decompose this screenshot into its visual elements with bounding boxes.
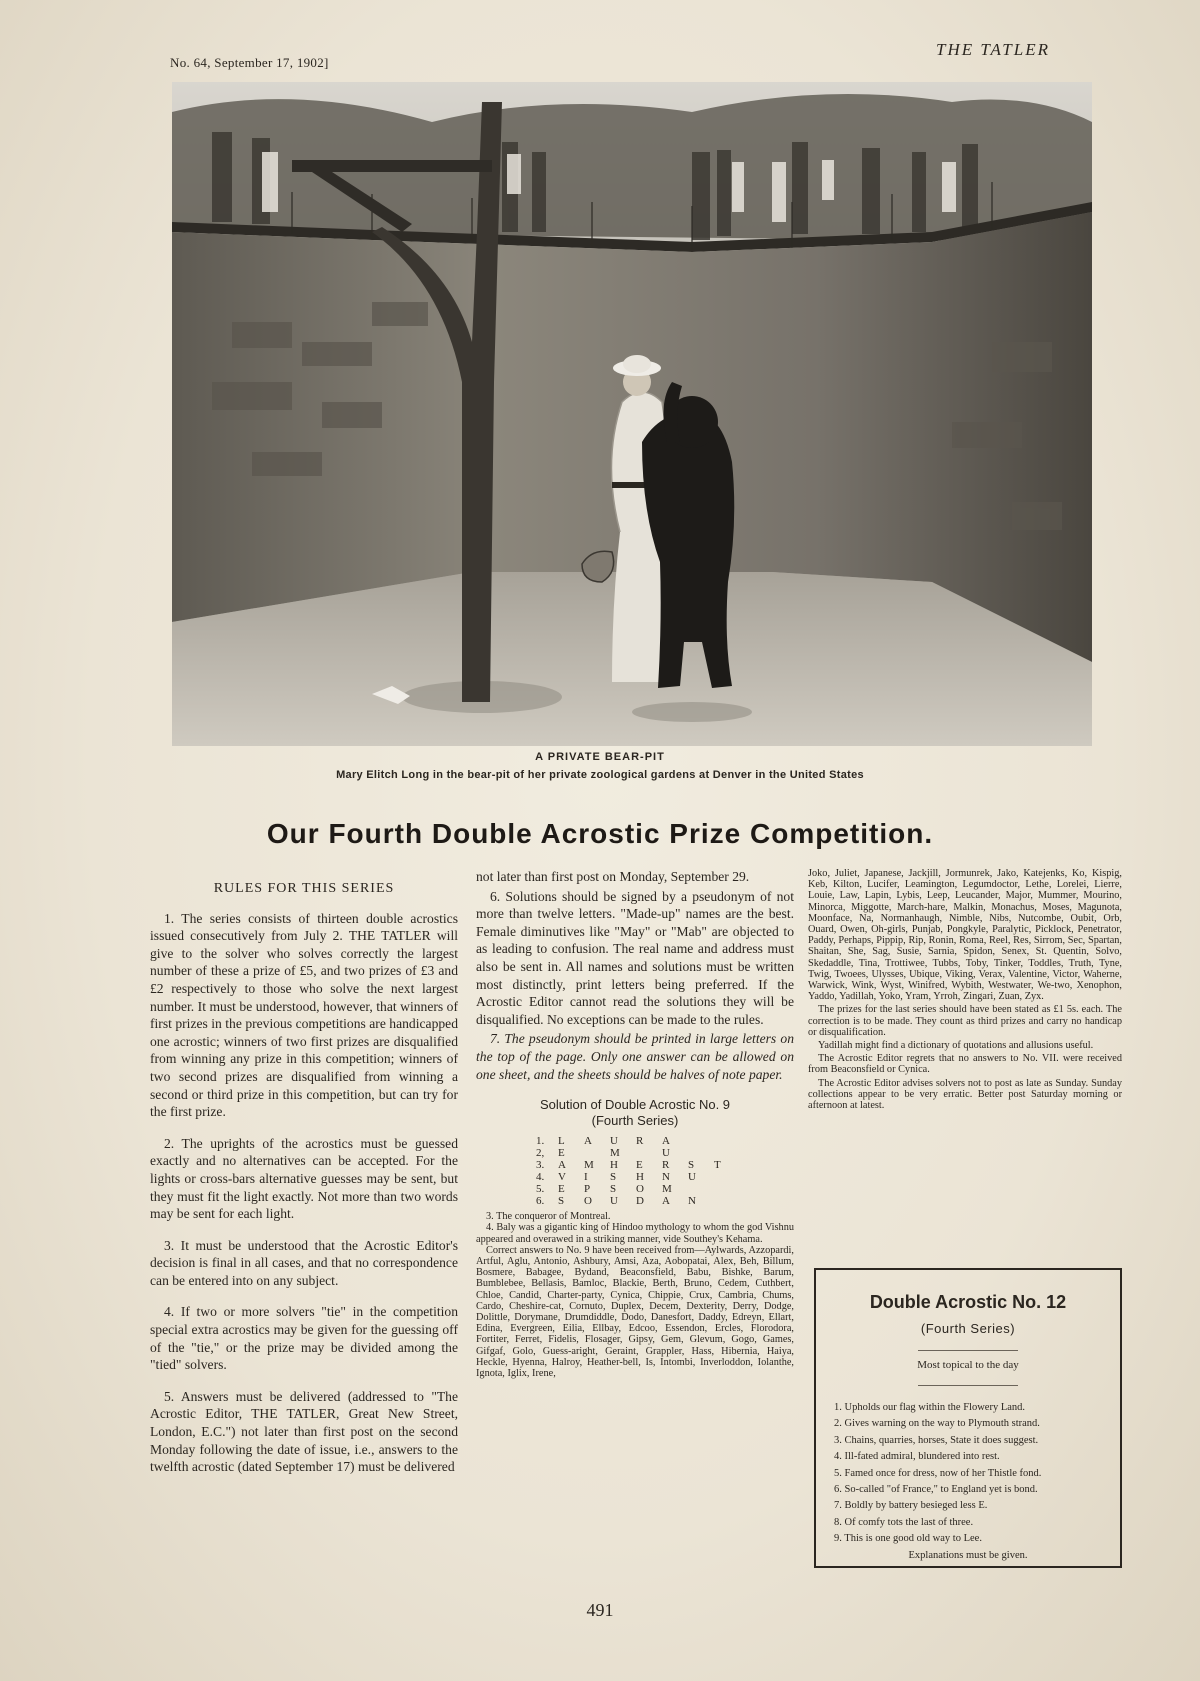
- solution-letter: N: [662, 1171, 670, 1184]
- solution-letter: [636, 1147, 662, 1159]
- solution-letter: R: [636, 1135, 644, 1148]
- clue-item: 3. Chains, quarries, horses, State it does suggest.: [834, 1434, 1039, 1446]
- solution-row: [536, 1171, 794, 1183]
- solution-letter: D: [636, 1195, 644, 1208]
- bear-pit-photograph: [172, 82, 1092, 746]
- rule-6: 6. Solutions should be signed by a pseudonym of not more than twelve letters. "Made-up" names are the best. Female diminutives like "May" or "Mab" are objected to as leading to confusion. The real name and address must also be sent in. All names and solutions must be written most distinctly, print letters being preferred. If the Acrostic Editor cannot read the solutions they will be disqualified. No exceptions can be made to the rules.: [476, 888, 794, 1027]
- solution-heading: [476, 1097, 794, 1129]
- solution-letter: T: [714, 1159, 721, 1172]
- solution-letter: I: [584, 1171, 588, 1184]
- solution-row: [536, 1147, 794, 1159]
- note-yadillah: Yadillah might find a dictionary of quotations and allusions useful.: [818, 1040, 1094, 1052]
- solution-letter: [688, 1135, 714, 1147]
- clue-item: 7. Boldly by battery besieged less E.: [834, 1500, 988, 1512]
- solution-letter: [688, 1147, 714, 1159]
- divider: [918, 1350, 1018, 1351]
- solution-letter: [688, 1183, 714, 1195]
- acrostic-12-topic: Most topical to the day: [917, 1359, 1019, 1371]
- solution-letter: S: [688, 1159, 695, 1172]
- solution-letter: A: [558, 1159, 566, 1172]
- solution-row: [536, 1159, 794, 1171]
- clue-item: 6. So-called "of France," to England yet is bond.: [834, 1484, 1038, 1496]
- solution-letter: R: [662, 1159, 670, 1172]
- solution-row-number: 3.: [536, 1159, 545, 1172]
- issue-header: No. 64, September 17, 1902]: [170, 55, 329, 70]
- clue-item: 5. Famed once for dress, now of her Thistle fond.: [834, 1467, 1042, 1479]
- solution-row-number: 1.: [536, 1135, 545, 1148]
- page-number: 491: [586, 1600, 614, 1620]
- competition-title: Our Fourth Double Acrostic Prize Competition.: [266, 818, 934, 849]
- solution-series: (Fourth Series): [591, 1113, 679, 1129]
- middle-column: [476, 868, 794, 1379]
- clue-item: 9. This is one good old way to Lee.: [834, 1533, 982, 1545]
- solution-letter: M: [584, 1159, 594, 1172]
- solution-letter: O: [584, 1195, 592, 1208]
- clue-item: 2. Gives warning on the way to Plymouth strand.: [834, 1418, 1040, 1430]
- solution-row-number: 5.: [536, 1183, 545, 1196]
- solution-letter: H: [610, 1159, 618, 1172]
- solution-letter: U: [610, 1135, 618, 1148]
- solution-letter: E: [636, 1159, 643, 1172]
- note-posting-advice: The Acrostic Editor advises solvers not to post as late as Sunday. Sunday collections appear to be very erratic. Better post Saturday morning or afternoon at latest.: [808, 1077, 1122, 1112]
- rule-4: 4. If two or more solvers "tie" in the competition special extra acrostics may be given for the guessing off of the "tie," or the prize may be divided among the "tied" solvers.: [150, 1304, 458, 1373]
- solution-letter: A: [584, 1135, 592, 1148]
- solution-grid: [536, 1135, 794, 1207]
- solution-row-number: 6.: [536, 1195, 545, 1208]
- correct-answers-list: Correct answers to No. 9 have been received from—Aylwards, Azzopardi, Artful, Aglu, Antonio, Ashbury, Amsi, Aza, Aobopatai, Alex, Beh, Billum, Bosmere, Babagee, Bydand, Beaconsfield, Babu, Bishke, Barum, Bumblebee, Bellasis, Bamloc, Blackie, Berth, Bruno, Cedem, Cuthbert, Chloe, Candid, Charter-party, Cynica, Chippie, Crux, Cambria, Chums, Cardo, Cheshire-cat, Cornuto, Duplex, Decem, Dexterity, Derry, Dodge, Dolittle, Dorymane, Drumdiddle, Dodo, Danesfort, Daddy, Edreyn, Ellart, Edina, Evergreen, Eilia, Ellbay, Edcoo, Essendon, Ercles, Florodora, Fortiter, Ferret, Fidelis, Flosager, Gipsy, Gem, Glevum, Gogo, Games, Gifgaf, Golo, Guess-aright, Geraint, Grappler, Hass, Hibernia, Haiya, Heckle, Hyenna, Halroy, Heather-bell, Is, Intombi, Inverloddon, Iolanthe, Ignota, Iglix, Irene,: [476, 1244, 794, 1379]
- solution-letter: E: [558, 1147, 565, 1160]
- solution-notes: [476, 1211, 794, 1379]
- masthead: THE TATLER: [936, 40, 1050, 59]
- solution-letter: U: [688, 1171, 696, 1184]
- acrostic-12-title: Double Acrostic No. 12: [869, 1292, 1067, 1312]
- prize-correction: The prizes for the last series should have been stated as £1 5s. each. The correction is to be made. They count as third prizes and carry no handicap or disqualification.: [808, 1004, 1122, 1038]
- solution-letter: M: [610, 1147, 620, 1160]
- acrostic-12-clues: [834, 1400, 1120, 1548]
- solution-letter: O: [636, 1183, 644, 1196]
- solution-row-number: 4.: [536, 1171, 545, 1184]
- solution-letter: E: [558, 1183, 565, 1196]
- rule-3: 3. It must be understood that the Acrostic Editor's decision is final in all cases, and that no correspondence can be entered into on any subject.: [150, 1237, 458, 1288]
- solution-letter: S: [610, 1171, 617, 1184]
- rule-1: 1. The series consists of thirteen double acrostics issued consecutively from July 2. THE TATLER will give to the solver who solves correctly the largest number of these a prize of £5, and two prizes of £3 and £2 respectively to those who solve the next largest number. It must be understood, however, that winners of first prizes in the previous competitions are handicapped one acrostic; winners of two first prizes are disqualified from winning any prize in this competition; winners of two second prizes are disqualified from winning a second or third prize in this competition, but can try for the first prize.: [150, 910, 458, 1120]
- solution-letter: H: [636, 1171, 644, 1184]
- rule-5: 5. Answers must be delivered (addressed to "The Acrostic Editor, THE TATLER, Great New Street, London, E.C.") not later than first post on the second Monday following the date of issue, i.e., answers to the twelfth acrostic (dated September 17) must be delivered: [150, 1388, 458, 1475]
- solution-letter: S: [610, 1183, 617, 1196]
- rules-heading: RULES FOR THIS SERIES: [213, 881, 395, 896]
- solution-letter: V: [558, 1171, 566, 1184]
- solution-letter: M: [662, 1183, 672, 1196]
- solution-row-number: 2,: [536, 1147, 545, 1160]
- solver-names-continued: Joko, Juliet, Japanese, Jackjill, Jormunrek, Jako, Katejenks, Ko, Kispig, Keb, Kilton, Lucifer, Leamington, Legumdoctor, Lethe, Lorelei, Lierre, Louie, Law, Lapin, Lybis, Leep, Leucander, Major, Mummer, Mourino, Minorca, Miggotte, March-hare, Malkin, Monachus, Moses, Magunota, Moonface, Na, Normanhaugh, Nimble, Nibs, Nutcombe, Oubit, Orb, Ouard, Owen, Oh-girls, Punjab, Pongkyle, Paralytic, Picklock, Penetrator, Paddy, Perhaps, Pippip, Rip, Ronin, Roma, Reel, Res, Sirrom, Sec, Spartan, Shaitan, She, Sag, Susie, Sarnia, Spidon, Senex, St. Quentin, Solvo, Skedaddle, Tina, Trottiwee, Tubbs, Toby, Tinker, Toddles, Truth, Tyne, Twig, Twoees, Ulysses, Ubique, Viking, Verax, Valentine, Victor, Waherne, Warwick, Wink, Wyst, Winifred, Wybith, Westwater, We-two, Xenophon, Yaddo, Yadillah, Yoko, Yram, Yrroh, Zingari, Zuan, Zyx.: [808, 868, 1122, 1003]
- solution-row: [536, 1183, 794, 1195]
- acrostic-12-series: (Fourth Series): [920, 1321, 1016, 1336]
- solution-letter: P: [584, 1183, 591, 1196]
- solution-letter: N: [688, 1195, 696, 1208]
- divider: [918, 1385, 1018, 1386]
- right-column: [808, 868, 1122, 1113]
- acrostic-12-box: [814, 1268, 1122, 1568]
- solution-letter: A: [662, 1135, 670, 1148]
- rules-column: [150, 880, 458, 1490]
- rule-2: 2. The uprights of the acrostics must be guessed exactly and no alternatives can be accepted. For the lights or cross-bars alternative guesses may be sent, but they must fit the light exactly. Not more than two words may be sent for each light.: [150, 1135, 458, 1222]
- photo-caption-text: Mary Elitch Long in the bear-pit of her private zoological gardens at Denver in the United States: [336, 769, 864, 781]
- clue-item: 8. Of comfy tots the last of three.: [834, 1516, 974, 1528]
- rule-7: 7. The pseudonym should be printed in large letters on the top of the page. Only one answer can be allowed on one sheet, and the sheets should be halves of note paper.: [476, 1031, 794, 1082]
- solution-letter: S: [558, 1195, 565, 1208]
- solution-letter: [584, 1147, 610, 1159]
- solution-row: [536, 1195, 794, 1207]
- note-4: 4. Baly was a gigantic king of Hindoo mythology to whom the god Vishnu appeared and overawed in a striking manner, vide Southey's Kehama.: [476, 1222, 794, 1245]
- acrostic-12-footer: Explanations must be given.: [908, 1549, 1028, 1561]
- clue-item: 4. Ill-fated admiral, blundered into rest.: [834, 1451, 1000, 1463]
- rule-5-continued: not later than first post on Monday, September 29.: [476, 869, 750, 884]
- solution-letter: U: [662, 1147, 670, 1160]
- note-3: 3. The conqueror of Montreal.: [486, 1211, 611, 1223]
- solution-letter: U: [610, 1195, 618, 1208]
- solution-letter: A: [662, 1195, 670, 1208]
- solution-row: [536, 1135, 794, 1147]
- solution-letter: L: [558, 1135, 565, 1148]
- solution-letter: [714, 1171, 740, 1183]
- photo-caption-title: A PRIVATE BEAR-PIT: [535, 751, 665, 763]
- clue-item: 1. Upholds our flag within the Flowery Land.: [834, 1402, 1026, 1413]
- solution-title: Solution of Double Acrostic No. 9: [539, 1097, 731, 1113]
- note-regret: The Acrostic Editor regrets that no answers to No. VII. were received from Beaconsfield or Cynica.: [808, 1053, 1122, 1076]
